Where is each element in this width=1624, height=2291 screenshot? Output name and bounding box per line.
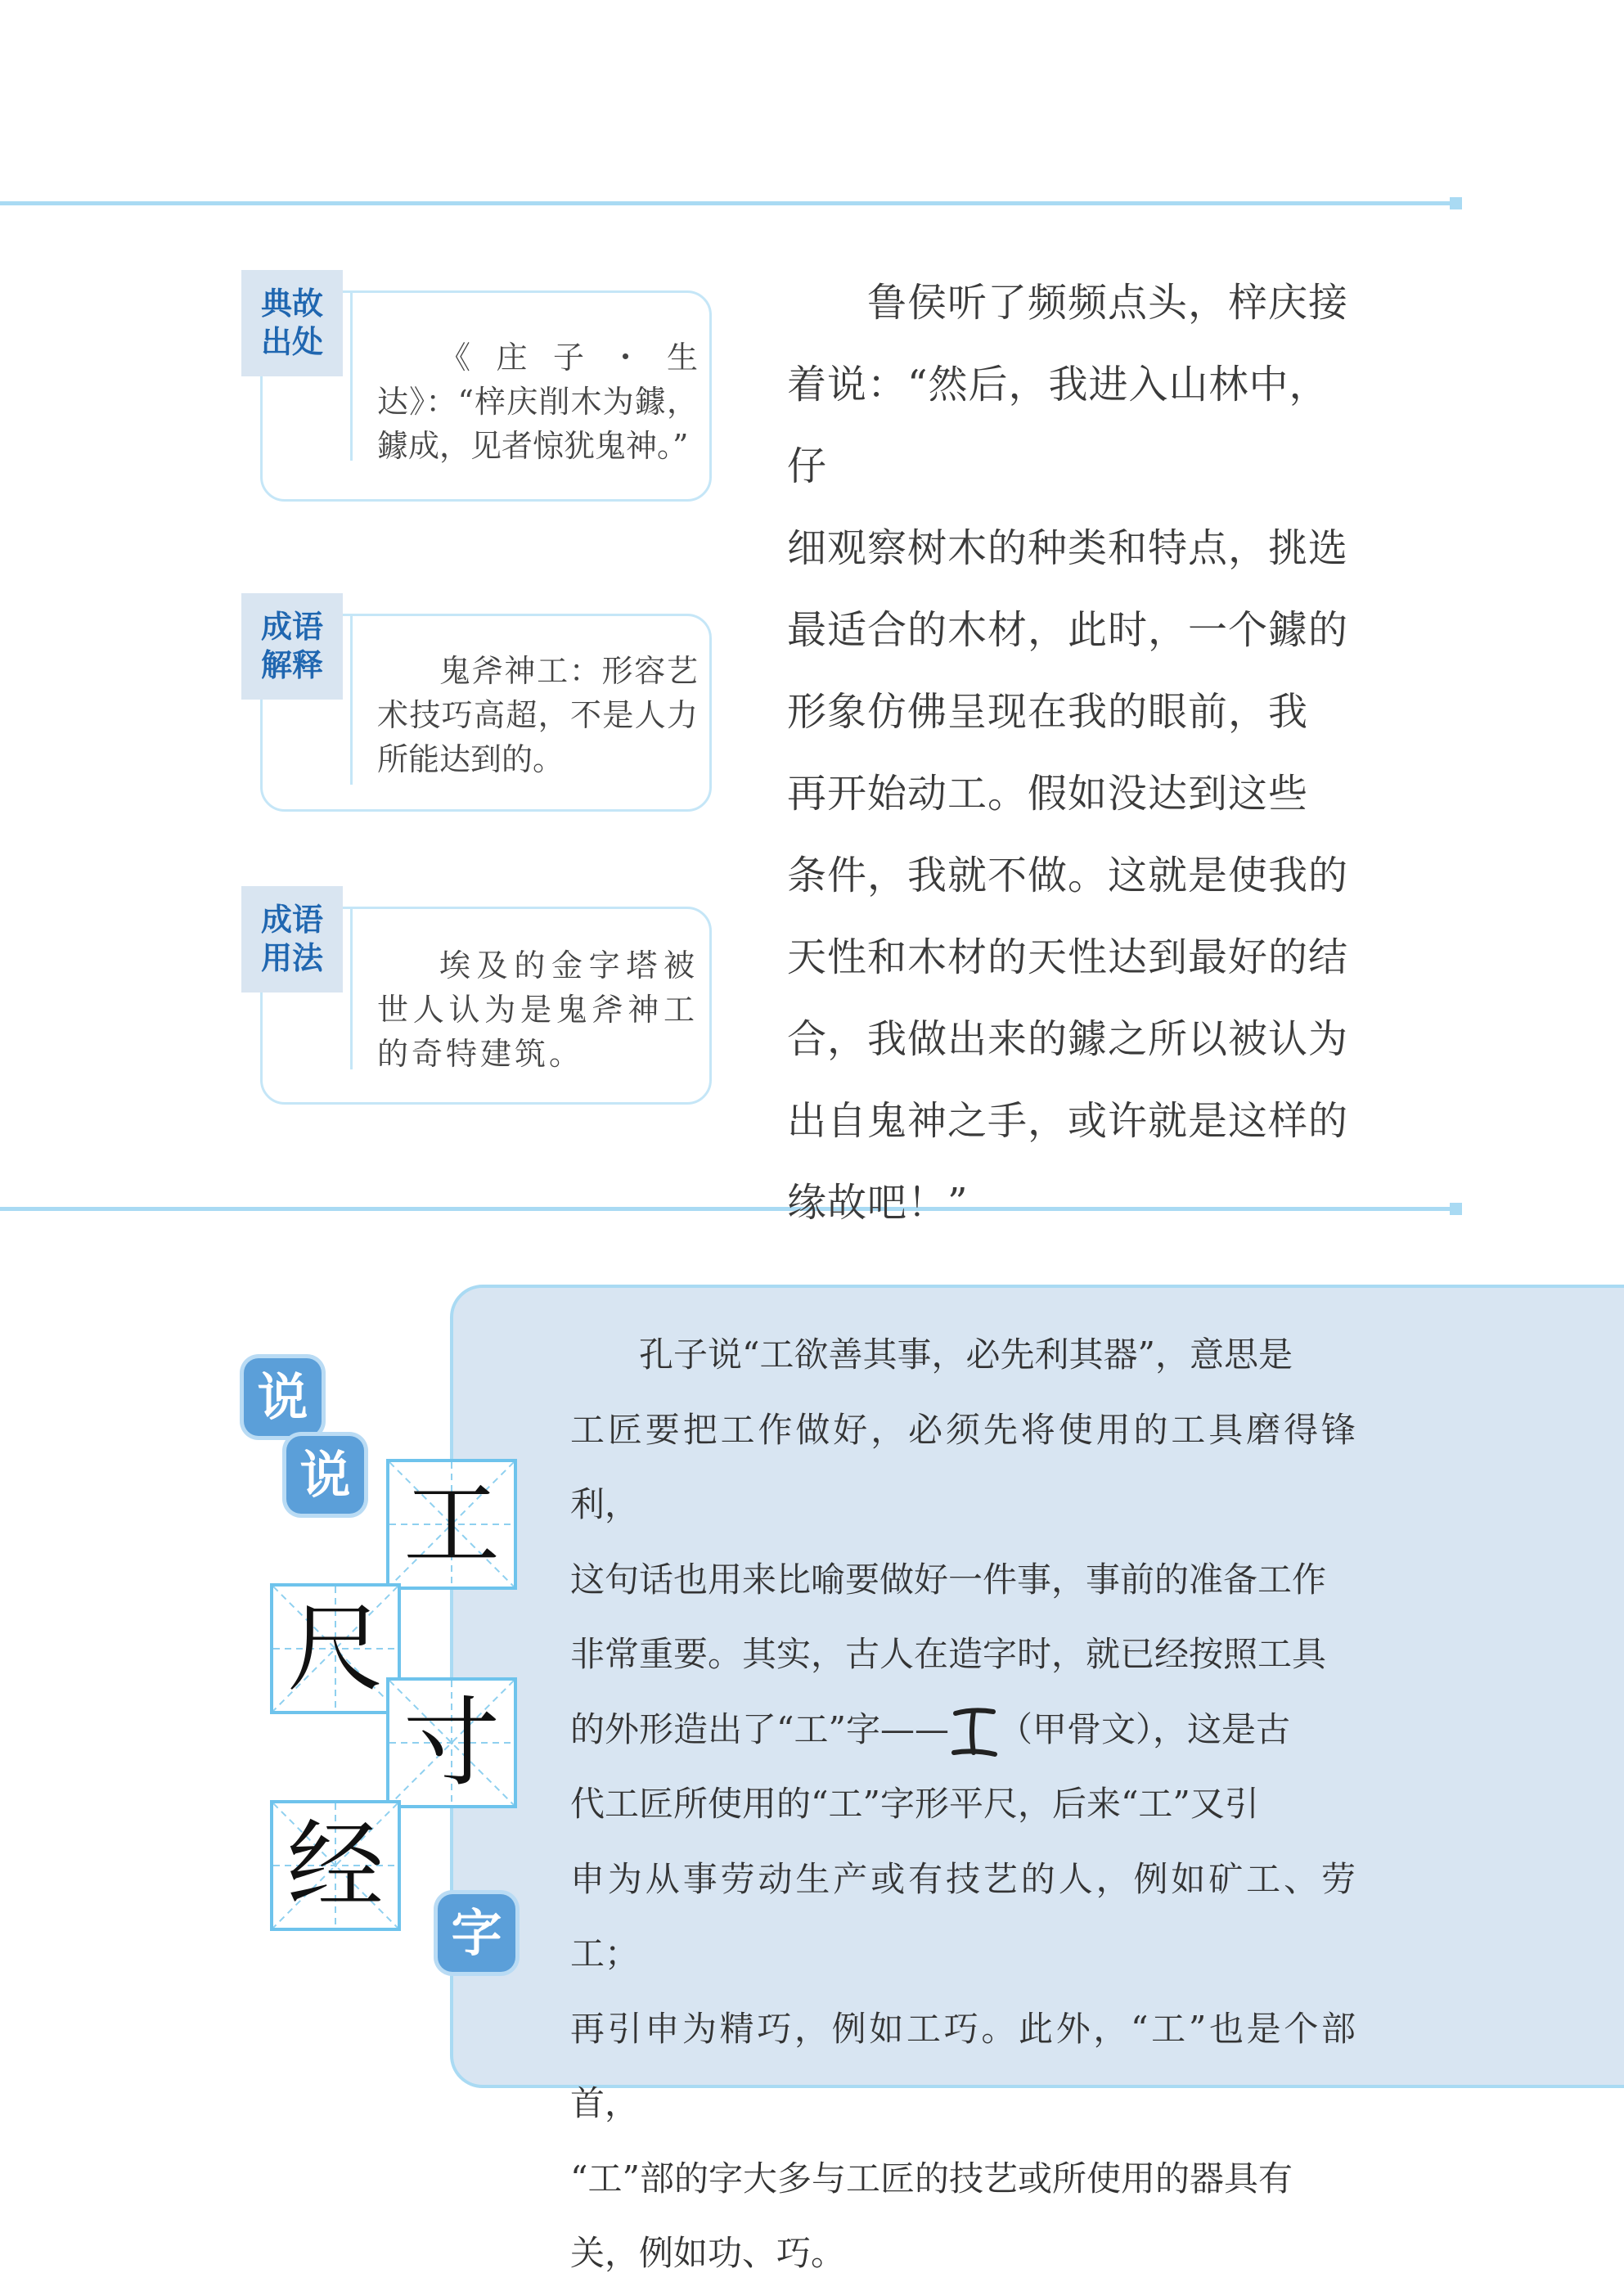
panel-line: 这句话也用来比喻要做好一件事，事前的准备工作 <box>570 1559 1327 1600</box>
grid-char: 工 <box>403 1468 500 1581</box>
char-grid-jing <box>270 1800 401 1931</box>
source-tab: 典故出处 <box>260 286 323 360</box>
source-box <box>260 286 712 502</box>
meaning-tab: 成语解释 <box>260 609 323 683</box>
section-badge-shuo-2: 说 <box>286 1436 364 1514</box>
story-line: 鲁侯听了频频点头，梓庆接 <box>787 280 1349 326</box>
section-badge-shuo-1: 说 <box>244 1358 322 1436</box>
meaning-text: 鬼斧神工：形容艺术技巧高超，不是人力所能达到的。 <box>377 653 698 777</box>
panel-line: 关，例如功、巧。 <box>570 2233 846 2273</box>
top-divider <box>0 201 1452 205</box>
story-paragraph <box>787 262 1356 1244</box>
grid-char: 寸 <box>403 1686 500 1799</box>
grid-char: 经 <box>286 1809 384 1922</box>
grid-char: 尺 <box>286 1592 384 1705</box>
story-line: 条件，我就不做。这就是使我的 <box>787 853 1349 898</box>
panel-line: 工匠要把工作做好，必须先将使用的工具磨得锋利， <box>570 1409 1356 1524</box>
section-badge-zi: 字 <box>438 1894 515 1972</box>
source-text: 《庄子・生达》：“梓庆削木为鐻，鐻成，见者惊犹鬼神。” <box>377 340 698 464</box>
story-line: 形象仿佛呈现在我的眼前，我 <box>787 689 1309 735</box>
usage-box <box>260 902 712 1105</box>
panel-line: 申为从事劳动生产或有技艺的人，例如矿工、劳工； <box>570 1858 1356 1974</box>
char-grid-cun <box>386 1677 517 1808</box>
panel-line: 的外形造出了“工”字—— <box>570 1708 949 1749</box>
story-line: 合，我做出来的鐻之所以被认为 <box>787 1016 1349 1062</box>
panel-line: 代工匠所使用的“工”字形平尺，后来“工”又引 <box>570 1784 1259 1824</box>
usage-text: 埃及的金字塔被世人认为是鬼斧神工的奇特建筑。 <box>377 947 698 1072</box>
char-grid-chi <box>270 1583 401 1714</box>
story-line: 细观察树木的种类和特点，挑选 <box>787 525 1349 571</box>
char-grid-gong <box>386 1459 517 1590</box>
panel-line-suffix: （甲骨文），这是古 <box>997 1708 1290 1749</box>
story-line: 缘故吧！” <box>787 1180 969 1226</box>
story-line: 天性和木材的天性达到最好的结 <box>787 934 1349 980</box>
panel-line: 再引申为精巧，例如工巧。此外，“工”也是个部首， <box>570 2008 1356 2123</box>
panel-line: “工”部的字大多与工匠的技艺或所使用的器具有 <box>570 2158 1293 2199</box>
oracle-bone-gong-icon <box>949 1704 998 1761</box>
story-line: 最适合的木材，此时，一个鐻的 <box>787 607 1349 653</box>
panel-line: 孔子说“工欲善其事，必先利其器”，意思是 <box>570 1335 1293 1375</box>
story-line: 着说：“然后，我进入山林中，仔 <box>787 362 1329 489</box>
panel-line: 非常重要。其实，古人在造字时，就已经按照工具 <box>570 1634 1327 1674</box>
usage-tab: 成语用法 <box>260 902 323 976</box>
meaning-box <box>260 609 712 812</box>
explanation-text <box>570 1317 1356 2291</box>
story-line: 出自鬼神之手，或许就是这样的 <box>787 1098 1349 1144</box>
story-line: 再开始动工。假如没达到这些 <box>787 771 1309 817</box>
